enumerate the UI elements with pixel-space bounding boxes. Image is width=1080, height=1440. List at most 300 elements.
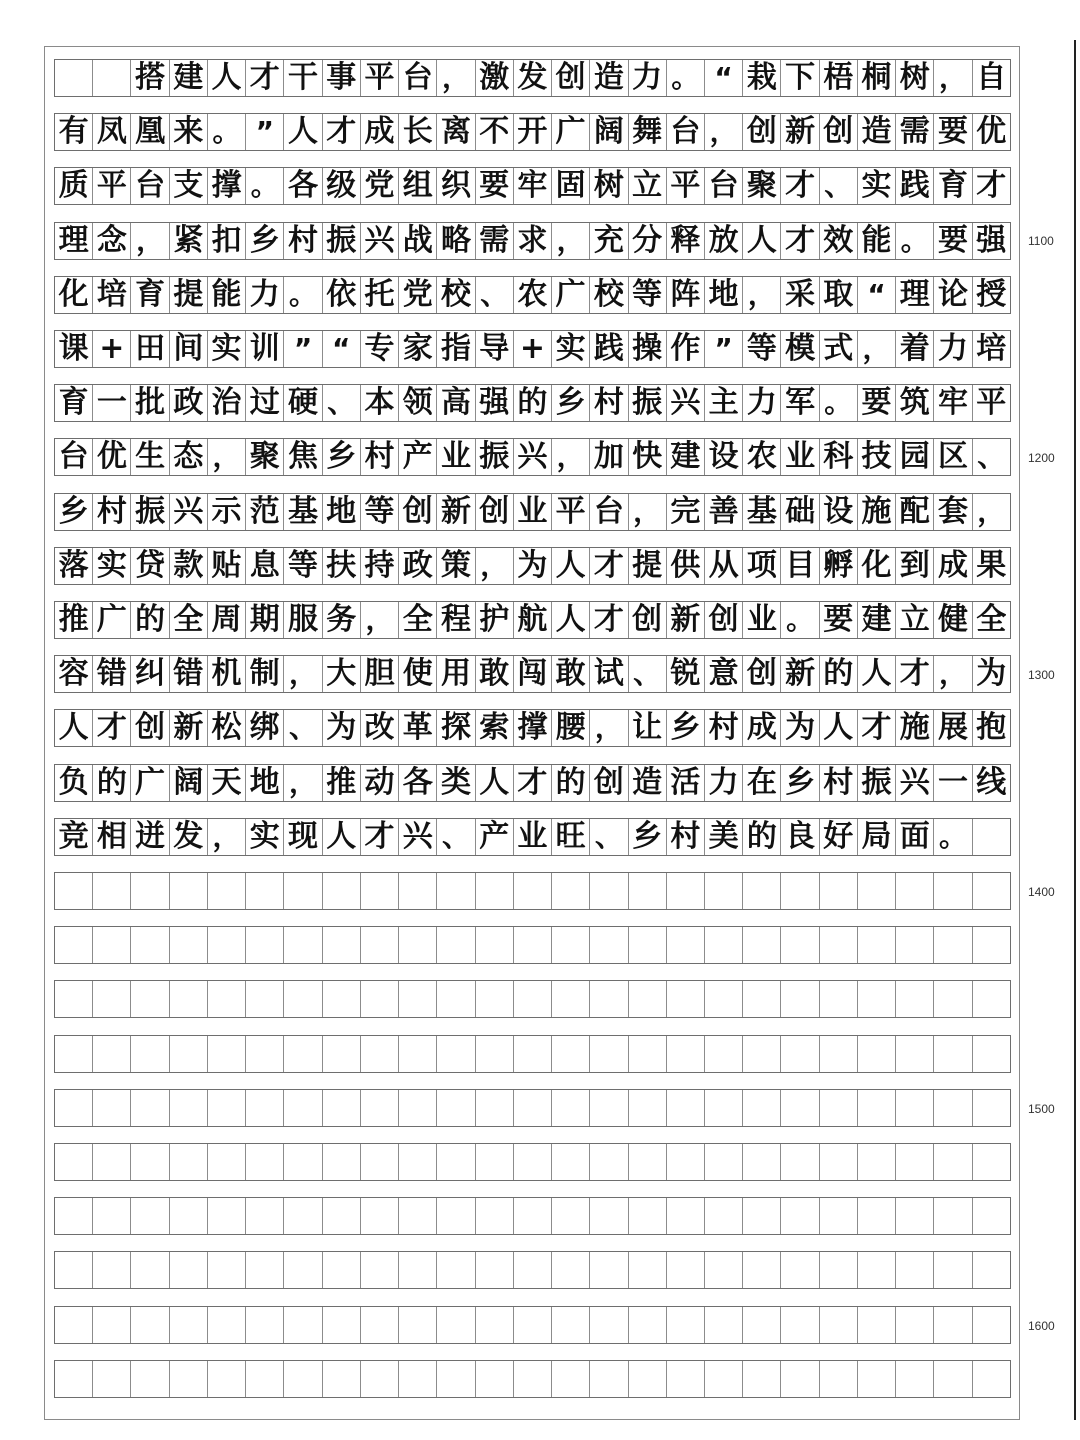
grid-row <box>54 655 1011 693</box>
grid-cell <box>246 1361 284 1397</box>
grid-cell <box>399 1144 437 1180</box>
grid-cell: 策 <box>437 548 475 584</box>
grid-cell <box>552 1198 590 1234</box>
grid-cell: 全 <box>976 602 1007 637</box>
grid-cell <box>781 1361 819 1397</box>
grid-cell <box>437 1361 475 1397</box>
grid-cell: 产 <box>476 819 514 855</box>
grid-cell <box>590 1198 628 1234</box>
grid-cell: 政 <box>399 548 437 584</box>
grid-cell: ， <box>131 223 169 259</box>
grid-cell: 间 <box>170 331 208 367</box>
grid-cell: 激 <box>476 60 514 96</box>
grid-cell: 才 <box>590 602 628 638</box>
grid-cell: 善 <box>705 494 743 530</box>
grid-cell: 旺 <box>552 819 590 855</box>
grid-cell <box>552 927 590 963</box>
grid-cell <box>743 1361 781 1397</box>
grid-cell: 创 <box>590 765 628 801</box>
char-count-label-1600: 1600 <box>1028 1319 1055 1333</box>
grid-cell <box>858 1307 896 1343</box>
grid-cell <box>476 981 514 1017</box>
grid-cell: 村 <box>590 385 628 421</box>
grid-cell <box>246 1036 284 1072</box>
grid-cell <box>208 981 246 1017</box>
grid-cell: ， <box>476 548 514 584</box>
grid-cell: 焦 <box>284 439 322 475</box>
grid-cell: 依 <box>323 277 361 313</box>
grid-cell: 、 <box>284 710 322 746</box>
grid-row <box>54 1035 1011 1073</box>
grid-cell: 村 <box>705 710 743 746</box>
grid-cell <box>973 1252 1010 1288</box>
grid-cell: 立 <box>629 168 667 204</box>
grid-cell: 践 <box>590 331 628 367</box>
grid-cell: 加 <box>590 439 628 475</box>
grid-cell: 才 <box>781 223 819 259</box>
grid-cell: 全 <box>399 602 437 638</box>
grid-cell <box>246 1198 284 1234</box>
grid-cell: 筑 <box>896 385 934 421</box>
grid-cell: 树 <box>590 168 628 204</box>
grid-cell: “ <box>705 60 743 96</box>
grid-cell: 。 <box>667 60 705 96</box>
grid-cell: 人 <box>284 114 322 150</box>
grid-cell: 人 <box>743 223 781 259</box>
grid-cell: 成 <box>743 710 781 746</box>
grid-cell: 竞 <box>55 819 93 855</box>
grid-cell: 兴 <box>170 494 208 530</box>
grid-cell <box>858 1198 896 1234</box>
grid-cell: 人 <box>323 819 361 855</box>
grid-cell: 、 <box>977 440 1006 473</box>
grid-cell <box>323 927 361 963</box>
grid-cell: 科 <box>820 439 858 475</box>
grid-cell <box>476 1090 514 1126</box>
grid-cell <box>743 1144 781 1180</box>
grid-cell: 、 <box>323 385 361 421</box>
grid-cell: 批 <box>131 385 169 421</box>
grid-cell: 本 <box>361 385 399 421</box>
grid-cell: 乡 <box>781 765 819 801</box>
grid-cell <box>284 981 322 1017</box>
grid-cell <box>284 1198 322 1234</box>
grid-cell: 的 <box>820 656 858 692</box>
grid-cell <box>399 1252 437 1288</box>
grid-cell: 平 <box>552 494 590 530</box>
grid-cell <box>973 1307 1010 1343</box>
grid-cell <box>820 1036 858 1072</box>
grid-cell <box>55 927 93 963</box>
grid-cell <box>170 1307 208 1343</box>
grid-cell: 。 <box>246 168 284 204</box>
grid-cell <box>743 1036 781 1072</box>
grid-cell: 着 <box>896 331 934 367</box>
grid-cell: 创 <box>552 60 590 96</box>
grid-cell <box>399 927 437 963</box>
grid-cell: 目 <box>781 548 819 584</box>
grid-cell <box>629 1144 667 1180</box>
grid-cell <box>284 1307 322 1343</box>
grid-cell <box>93 927 131 963</box>
grid-cell: 改 <box>361 710 399 746</box>
grid-cell: 振 <box>858 765 896 801</box>
grid-cell: 闯 <box>514 656 552 692</box>
grid-cell: 聚 <box>246 439 284 475</box>
grid-cell: 人 <box>476 765 514 801</box>
grid-cell: 不 <box>476 114 514 150</box>
grid-cell: 才 <box>976 168 1007 203</box>
grid-row <box>54 330 1011 368</box>
grid-cell <box>934 1361 972 1397</box>
grid-cell: 抱 <box>976 710 1007 745</box>
grid-cell: 天 <box>208 765 246 801</box>
grid-cell: 园 <box>896 439 934 475</box>
grid-cell: 探 <box>437 710 475 746</box>
grid-cell: 程 <box>437 602 475 638</box>
grid-cell: 略 <box>437 223 475 259</box>
grid-cell: 创 <box>476 494 514 530</box>
grid-cell: 各 <box>284 168 322 204</box>
grid-cell <box>820 981 858 1017</box>
grid-cell <box>361 1198 399 1234</box>
grid-cell: 造 <box>858 114 896 150</box>
grid-cell: 革 <box>399 710 437 746</box>
grid-cell <box>667 1036 705 1072</box>
grid-cell: 扣 <box>208 223 246 259</box>
grid-cell: 。 <box>896 223 934 259</box>
grid-cell <box>590 1307 628 1343</box>
grid-cell: 业 <box>514 494 552 530</box>
grid-cell <box>208 1090 246 1126</box>
grid-cell: 强 <box>476 385 514 421</box>
grid-cell: 各 <box>399 765 437 801</box>
grid-cell <box>284 1090 322 1126</box>
grid-cell: 地 <box>323 494 361 530</box>
grid-cell <box>93 1144 131 1180</box>
grid-cell: 创 <box>743 656 781 692</box>
grid-cell <box>667 1307 705 1343</box>
grid-cell: ， <box>858 331 896 367</box>
grid-cell: 人 <box>820 710 858 746</box>
grid-cell: 动 <box>361 765 399 801</box>
grid-cell: 村 <box>820 765 858 801</box>
grid-cell: 款 <box>170 548 208 584</box>
grid-cell <box>705 1144 743 1180</box>
grid-cell: 需 <box>476 223 514 259</box>
grid-cell: 为 <box>976 656 1007 691</box>
grid-cell <box>399 981 437 1017</box>
grid-cell <box>284 1036 322 1072</box>
grid-cell: 人 <box>208 60 246 96</box>
grid-cell <box>973 819 1010 855</box>
grid-cell: ， <box>208 439 246 475</box>
grid-cell: 级 <box>323 168 361 204</box>
grid-cell: 建 <box>858 602 896 638</box>
grid-cell: 试 <box>590 656 628 692</box>
grid-cell <box>552 1144 590 1180</box>
grid-cell: 撑 <box>208 168 246 204</box>
grid-cell: 迸 <box>131 819 169 855</box>
grid-cell <box>743 1307 781 1343</box>
grid-cell: 过 <box>246 385 284 421</box>
grid-cell: 支 <box>170 168 208 204</box>
grid-cell <box>934 1307 972 1343</box>
grid-cell: “ <box>858 277 896 313</box>
grid-cell: 。 <box>284 277 322 313</box>
grid-cell: ， <box>934 60 972 96</box>
grid-cell: 配 <box>896 494 934 530</box>
grid-cell: 长 <box>399 114 437 150</box>
grid-cell: 造 <box>590 60 628 96</box>
grid-cell: 础 <box>781 494 819 530</box>
grid-cell: 兴 <box>361 223 399 259</box>
grid-row <box>54 1197 1011 1235</box>
grid-cell <box>667 873 705 909</box>
grid-cell: 振 <box>131 494 169 530</box>
grid-cell: 索 <box>476 710 514 746</box>
grid-cell: 台 <box>131 168 169 204</box>
grid-cell: 大 <box>323 656 361 692</box>
char-count-label-1300: 1300 <box>1028 668 1055 682</box>
grid-cell <box>399 1307 437 1343</box>
grid-cell <box>55 1252 93 1288</box>
grid-cell <box>55 1036 93 1072</box>
grid-cell: 地 <box>705 277 743 313</box>
grid-cell: 成 <box>361 114 399 150</box>
grid-cell <box>514 1036 552 1072</box>
grid-cell <box>208 1036 246 1072</box>
grid-row <box>54 1143 1011 1181</box>
grid-cell: 的 <box>131 602 169 638</box>
grid-cell: 实 <box>552 331 590 367</box>
grid-cell: 释 <box>667 223 705 259</box>
grid-cell: 强 <box>976 223 1007 258</box>
grid-cell: 田 <box>131 331 169 367</box>
grid-row <box>54 1306 1011 1344</box>
grid-cell: 创 <box>705 602 743 638</box>
grid-cell: 、 <box>476 277 514 313</box>
grid-row <box>54 1089 1011 1127</box>
grid-cell: 力 <box>629 60 667 96</box>
grid-cell: 栽 <box>743 60 781 96</box>
grid-cell <box>973 981 1010 1017</box>
grid-cell <box>93 1307 131 1343</box>
grid-cell <box>437 981 475 1017</box>
grid-cell: 业 <box>437 439 475 475</box>
char-count-label-1100: 1100 <box>1028 234 1054 248</box>
grid-cell: ” <box>284 331 322 367</box>
grid-cell: 采 <box>781 277 819 313</box>
grid-cell: 台 <box>399 60 437 96</box>
grid-cell: 平 <box>976 385 1007 420</box>
grid-cell: 立 <box>896 602 934 638</box>
grid-cell: 育 <box>131 277 169 313</box>
grid-cell: 贴 <box>208 548 246 584</box>
grid-cell <box>590 873 628 909</box>
grid-cell: 美 <box>705 819 743 855</box>
grid-cell <box>743 1090 781 1126</box>
grid-cell: 机 <box>208 656 246 692</box>
grid-cell: 乡 <box>55 494 93 530</box>
grid-cell <box>896 1198 934 1234</box>
grid-cell: 、 <box>629 656 667 692</box>
grid-row <box>54 276 1011 314</box>
grid-cell: 施 <box>896 710 934 746</box>
grid-cell: 作 <box>667 331 705 367</box>
grid-cell: 桐 <box>858 60 896 96</box>
grid-cell: 落 <box>55 548 93 584</box>
grid-cell <box>934 1252 972 1288</box>
grid-cell: 才 <box>93 710 131 746</box>
grid-cell: 。 <box>934 819 972 855</box>
grid-cell: 人 <box>858 656 896 692</box>
grid-cell <box>437 1252 475 1288</box>
grid-cell <box>476 1144 514 1180</box>
grid-cell: 组 <box>399 168 437 204</box>
grid-cell <box>667 1252 705 1288</box>
grid-cell: 念 <box>93 223 131 259</box>
grid-cell: 梧 <box>820 60 858 96</box>
grid-cell: ” <box>705 331 743 367</box>
grid-cell <box>705 1252 743 1288</box>
grid-cell <box>743 927 781 963</box>
grid-cell <box>896 1036 934 1072</box>
grid-cell: 高 <box>437 385 475 421</box>
grid-cell: 全 <box>170 602 208 638</box>
grid-cell: 硬 <box>284 385 322 421</box>
grid-cell <box>705 1036 743 1072</box>
grid-cell <box>743 873 781 909</box>
grid-cell <box>476 1361 514 1397</box>
grid-cell: 贷 <box>131 548 169 584</box>
grid-cell: 。 <box>820 385 858 421</box>
grid-cell: 示 <box>208 494 246 530</box>
grid-cell: 振 <box>629 385 667 421</box>
grid-cell <box>973 1144 1010 1180</box>
grid-cell: 绑 <box>246 710 284 746</box>
grid-cell <box>323 1307 361 1343</box>
grid-cell <box>629 1307 667 1343</box>
grid-cell: 、 <box>820 168 858 204</box>
grid-row <box>54 764 1011 802</box>
grid-cell: 意 <box>705 656 743 692</box>
grid-cell: 指 <box>437 331 475 367</box>
grid-cell: 主 <box>705 385 743 421</box>
grid-cell: 搭 <box>131 60 169 96</box>
grid-cell <box>361 927 399 963</box>
grid-cell <box>246 1307 284 1343</box>
grid-cell <box>820 1144 858 1180</box>
grid-cell <box>781 1090 819 1126</box>
grid-cell <box>323 1252 361 1288</box>
grid-cell: 纠 <box>131 656 169 692</box>
grid-cell <box>208 873 246 909</box>
grid-cell <box>514 1090 552 1126</box>
grid-cell <box>476 873 514 909</box>
grid-cell: 错 <box>170 656 208 692</box>
grid-cell: 推 <box>55 602 93 638</box>
grid-cell: 。 <box>208 114 246 150</box>
grid-cell <box>820 1198 858 1234</box>
grid-cell: 活 <box>667 765 705 801</box>
grid-row <box>54 167 1011 205</box>
grid-cell: 力 <box>246 277 284 313</box>
grid-cell <box>170 927 208 963</box>
grid-cell: 相 <box>93 819 131 855</box>
grid-cell: 事 <box>323 60 361 96</box>
grid-cell <box>590 1252 628 1288</box>
char-count-label-1500: 1500 <box>1028 1102 1055 1116</box>
grid-cell <box>858 1036 896 1072</box>
grid-cell <box>514 873 552 909</box>
grid-cell <box>323 1198 361 1234</box>
grid-cell: 振 <box>476 439 514 475</box>
grid-cell: 实 <box>208 331 246 367</box>
grid-cell: 供 <box>667 548 705 584</box>
grid-cell: 实 <box>246 819 284 855</box>
grid-row <box>54 547 1011 585</box>
grid-cell <box>323 1090 361 1126</box>
grid-cell <box>399 873 437 909</box>
grid-cell: 舞 <box>629 114 667 150</box>
grid-cell: 线 <box>976 765 1007 800</box>
grid-cell <box>246 873 284 909</box>
grid-cell <box>323 1036 361 1072</box>
grid-cell: 广 <box>552 114 590 150</box>
grid-cell <box>284 873 322 909</box>
grid-cell: 理 <box>55 223 93 259</box>
grid-cell <box>55 981 93 1017</box>
grid-cell <box>131 1198 169 1234</box>
grid-cell <box>246 927 284 963</box>
grid-cell <box>858 1361 896 1397</box>
grid-cell: 新 <box>781 656 819 692</box>
grid-cell: 分 <box>629 223 667 259</box>
grid-cell: 展 <box>934 710 972 746</box>
grid-cell: 力 <box>934 331 972 367</box>
grid-cell: 好 <box>820 819 858 855</box>
grid-cell: 台 <box>667 114 705 150</box>
grid-cell <box>246 1252 284 1288</box>
grid-cell: 快 <box>629 439 667 475</box>
grid-cell: 兴 <box>896 765 934 801</box>
grid-cell <box>896 927 934 963</box>
grid-cell <box>896 1144 934 1180</box>
grid-row <box>54 926 1011 964</box>
grid-cell: 完 <box>667 494 705 530</box>
grid-cell: 村 <box>361 439 399 475</box>
grid-cell: 务 <box>323 602 361 638</box>
grid-cell: 紧 <box>170 223 208 259</box>
grid-row <box>54 438 1011 476</box>
grid-cell: 人 <box>55 710 93 746</box>
grid-cell <box>667 1361 705 1397</box>
grid-cell: 创 <box>399 494 437 530</box>
grid-cell: 。 <box>781 602 819 638</box>
grid-cell <box>399 1361 437 1397</box>
grid-cell: 要 <box>934 223 972 259</box>
grid-cell <box>246 981 284 1017</box>
grid-cell: 用 <box>437 656 475 692</box>
grid-cell <box>705 927 743 963</box>
grid-cell: 授 <box>976 277 1007 312</box>
grid-cell: 发 <box>170 819 208 855</box>
grid-cell <box>552 1036 590 1072</box>
grid-cell: 兴 <box>667 385 705 421</box>
grid-cell: 胆 <box>361 656 399 692</box>
grid-cell <box>93 1361 131 1397</box>
